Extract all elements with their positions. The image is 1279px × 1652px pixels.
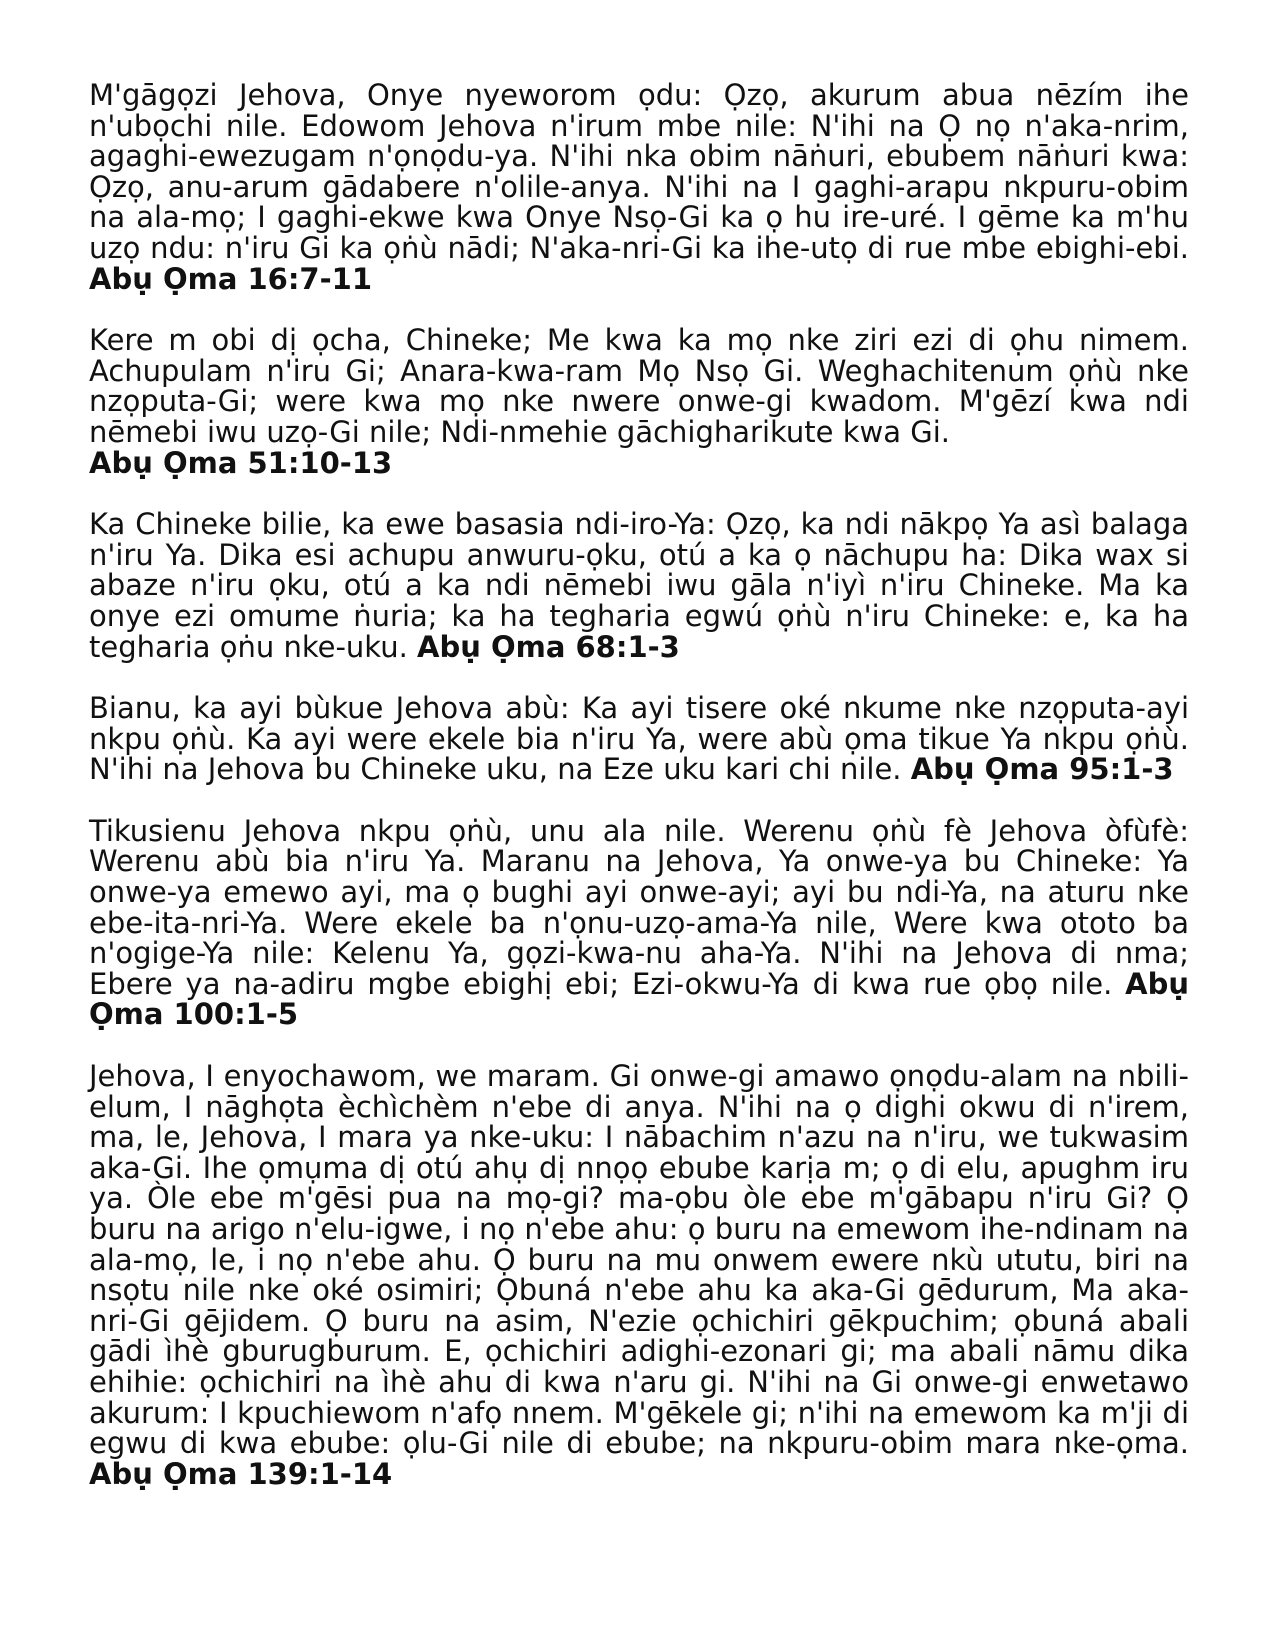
scripture-reference: Abụ Ọma 51:10-13: [89, 445, 393, 480]
passage-text: M'gāgọzi Jehova, Onye nyeworom ọdu: Ọzọ, akurum abua nēzím ihe n'ubọchi nile. Edowom Jehova n'irum mbe nile: N'ihi na Ọ nọ n'aka-nrim, agaghi-ewezugam n'ọnọdu-ya. N'ihi nka obim nāṅuri, ebubem nāṅuri kwa: Ọzọ, anu-arum gādabere n'olile-anya. N'ihi na I gaghi-arapu nkpuru-obim na ala-mọ; I gaghi-ekwe kwa Onye Nsọ-Gi ka ọ hu ire-uré. I gēme ka m'hu uzọ ndu: n'iru Gi ka ọṅù nādi; N'aka-nri-Gi ka ihe-utọ di rue mbe ebighi-ebi.: [89, 78, 1189, 265]
passage-text: Jehova, I enyochawom, we maram. Gi onwe-gi amawo ọnọdu-alam na nbili-elum, I nāghọta èchìchèm n'ebe di anya. N'ihi na ọ dighi okwu di n'irem, ma, le, Jehova, I mara ya nke-uku: I nābachim n'azu na n'iru, we tukwasim aka-Gi. Ihe ọmụma dị otú ahụ dị nnọọ ebube karịa m; ọ di elu, apughm iru ya. Òle ebe m'gēsi pua na mọ-gi? ma-ọbu òle ebe m'gābapu n'iru Gi? Ọ buru na arigo n'elu-igwe, i nọ n'ebe ahu: ọ buru na emewom ihe-ndinam na ala-mọ, le, i nọ n'ebe ahu. Ọ buru na mu onwem ewere nkù ututu, biri na nsọtu nile nke oké osimiri; Ọbuná n'ebe ahu ka aka-Gi gēdurum, Ma aka-nri-Gi gējidem. Ọ buru na asim, N'ezie ọchichiri gēkpuchim; ọbuná abali gādi ìhè gburugburum. E, ọchichiri adighi-ezonari gi; ma abali nāmu dika ehihie: ọchichiri na ìhè ahu di kwa n'aru gi. N'ihi na Gi onwe-gi enwetawo akurum: I kpuchiewom n'afọ nnem. M'gēkele gi; n'ihi na emewom ka m'ji di egwu di kwa ebube: ọlu-Gi nile di ebube; na nkpuru-obim mara nke-ọma.: [89, 1059, 1189, 1461]
passage-psalm-100: [89, 813, 1189, 1032]
passage-psalm-95: [89, 693, 1189, 785]
passage-psalm-51: [89, 325, 1189, 478]
scripture-reference: Abụ Ọma 68:1-3: [417, 629, 680, 664]
scripture-reference: Abụ Ọma 95:1-3: [910, 752, 1174, 787]
scripture-reference: Abụ Ọma 16:7-11: [89, 261, 373, 296]
passage-text: Ka Chineke bilie, ka ewe basasia ndi-iro-Ya: Ọzọ, ka ndi nākpọ Ya asì balaga n'iru Ya. Dika esi achupu anwuru-ọku, otú a ka ọ nāchupu ha: Dika wax si abaze n'iru ọku, otú a ka ndi nēmebi iwu gāla n'iyì n'iru Chineke. Ma ka onye ezi omume ṅuria; ka ha tegharia egwú ọṅù n'iru Chineke: e, ka ha tegharia ọṅu nke-uku.: [89, 507, 1189, 664]
passage-psalm-16: [89, 80, 1189, 294]
document-page: [89, 80, 1189, 1520]
scripture-reference: Abụ Ọma 139:1-14: [89, 1456, 393, 1491]
scripture-reference: Abụ Ọma 100:1-5: [89, 966, 1189, 1032]
passage-text: Bianu, ka ayi bùkue Jehova abù: Ka ayi tisere oké nkume nke nzọputa-ayi nkpu ọṅù. Ka ayi were ekele bia n'iru Ya, were abù ọma tikue Ya nkpu ọṅù. N'ihi na Jehova bu Chineke uku, na Eze uku kari chi nile.: [89, 691, 1189, 787]
passage-text: Kere m obi dị ọcha, Chineke; Me kwa ka mọ nke ziri ezi di ọhu nimem. Achupulam n'iru Gi; Anara-kwa-ram Mọ Nsọ Gi. Weghachitenum ọṅù nke nzọputa-Gi; were kwa mọ nke nwere onwe-gi kwadom. M'gēzí kwa ndi nēmebi iwu uzọ-Gi nile; Ndi-nmehie gāchigharikute kwa Gi.: [89, 323, 1189, 449]
passage-psalm-68: [89, 509, 1189, 662]
passage-text: Tikusienu Jehova nkpu ọṅù, unu ala nile. Werenu ọṅù fè Jehova òfùfè: Werenu abù bia n'iru Ya. Maranu na Jehova, Ya onwe-ya bu Chineke: Ya onwe-ya emewo ayi, ma ọ bughi ayi onwe-ayi; ayi bu ndi-Ya, na aturu nke ebe-ita-nri-Ya. Were ekele ba n'ọnu-uzọ-ama-Ya nile, Were kwa ototo ba n'ogige-Ya nile: Kelenu Ya, gọzi-kwa-nu aha-Ya. N'ihi na Jehova di nma; Ebere ya na-adiru mgbe ebighị ebi; Ezi-okwu-Ya di kwa rue ọbọ nile.: [89, 813, 1189, 1001]
passage-psalm-139: [89, 1061, 1189, 1489]
